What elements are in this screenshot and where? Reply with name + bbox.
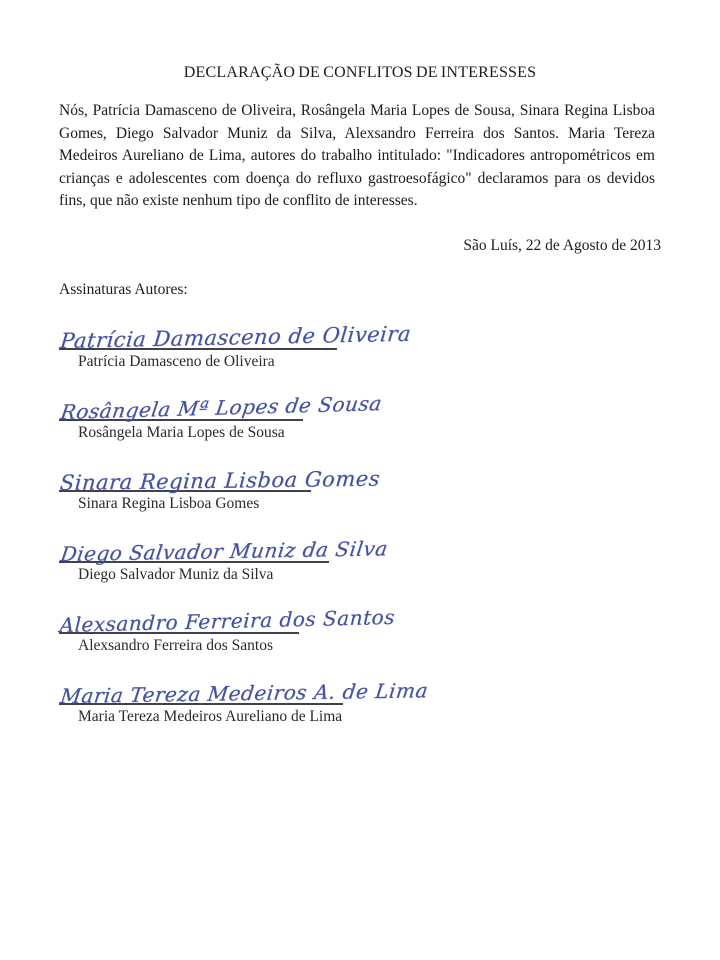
signature-ink-text: Diego Salvador Muniz da Silva	[59, 536, 390, 566]
signatures-heading: Assinaturas Autores:	[59, 281, 188, 298]
printed-name: Alexsandro Ferreira dos Santos	[78, 637, 273, 654]
printed-name: Diego Salvador Muniz da Silva	[78, 566, 274, 583]
signature-ink-text: Maria Tereza Medeiros A. de Lima	[59, 678, 430, 708]
printed-name: Sinara Regina Lisboa Gomes	[78, 495, 260, 512]
handwritten-signature	[59, 596, 396, 637]
printed-name: Rosângela Maria Lopes de Sousa	[78, 424, 285, 441]
signatures-list	[59, 312, 430, 738]
signature-ink-text: Rosângela Mª Lopes de Sousa	[59, 391, 384, 424]
signature-ink-text: Sinara Regina Lisboa Gomes	[59, 466, 381, 495]
signature-ink-text: Alexsandro Ferreira dos Santos	[59, 604, 396, 637]
signature-block	[59, 454, 381, 513]
handwritten-signature	[59, 454, 381, 495]
signature-block	[59, 667, 430, 726]
handwritten-signature	[59, 525, 390, 566]
handwritten-signature	[59, 383, 384, 424]
signature-ink-text: Patrícia Damasceno de Oliveira	[59, 321, 413, 353]
handwritten-signature	[59, 667, 430, 708]
date-line: São Luís, 22 de Agosto de 2013	[463, 237, 661, 254]
document-title: DECLARAÇÃO DE CONFLITOS DE INTERESSES	[183, 64, 537, 81]
signature-block	[59, 312, 413, 371]
declaration-paragraph: Nós, Patrícia Damasceno de Oliveira, Rosângela Maria Lopes de Sousa, Sinara Regina Lisboa Gomes, Diego Salvador Muniz da Silva, Alexsandro Ferreira dos Santos. Maria Tereza Medeiros Aureliano de Lima, autores do trabalho intitulado: "Indicadores antropométricos em crianças e adolescentes com doença do refluxo gastroesofágico" declaramos para os devidos fins, que não existe nenhum tipo de conflito de interesses.	[59, 102, 655, 210]
printed-name: Patrícia Damasceno de Oliveira	[78, 353, 275, 370]
signature-block	[59, 596, 396, 655]
signature-block	[59, 383, 384, 442]
handwritten-signature	[59, 312, 413, 353]
signature-block	[59, 525, 390, 584]
printed-name: Maria Tereza Medeiros Aureliano de Lima	[78, 708, 343, 725]
